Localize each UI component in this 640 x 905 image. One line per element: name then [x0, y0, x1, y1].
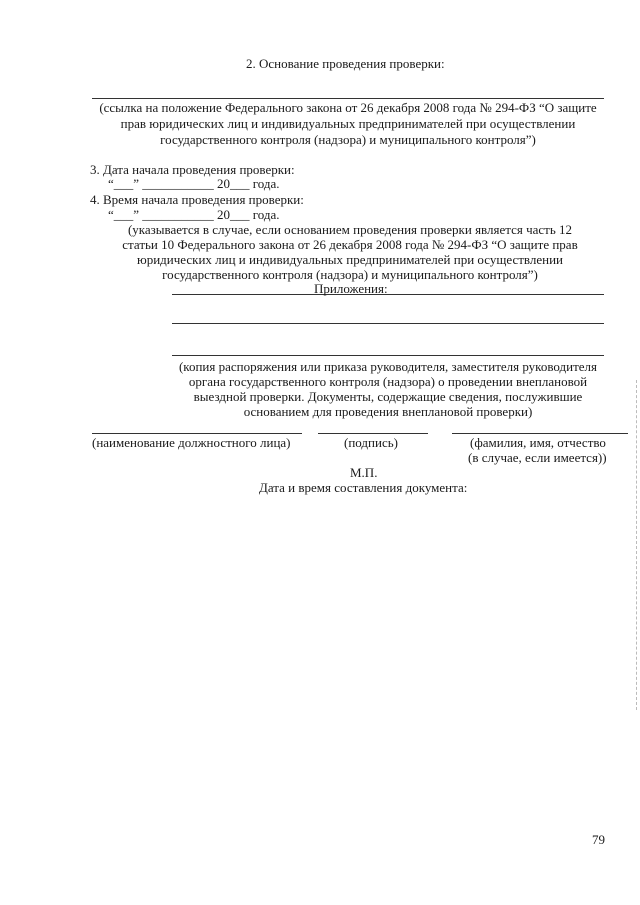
section4-date-field[interactable]: “___” ___________ 20___ года. — [108, 207, 280, 222]
section2-note-line-2: прав юридических лиц и индивидуальных предпринимателей при осуществлении — [120, 116, 576, 131]
section3-date-field[interactable]: “___” ___________ 20___ года. — [108, 176, 280, 191]
section4-note-line-3: юридических лиц и индивидуальных предпринимателей при осуществлении — [136, 252, 563, 267]
name-line[interactable] — [452, 433, 628, 434]
scan-edge-marks — [636, 380, 638, 710]
name-label-line-2: (в случае, если имеется)) — [468, 450, 607, 465]
section4-note-line-1: (указывается в случае, если основанием проведения проверки является часть 12 — [127, 222, 573, 237]
section2-title: 2. Основание проведения проверки: — [246, 56, 445, 71]
attachments-note-line-4: основанием для проведения внеплановой проверки) — [243, 404, 533, 419]
sign-label: (подпись) — [344, 435, 398, 450]
attachments-note-line-1: (копия распоряжения или приказа руководителя, заместителя руководителя — [178, 359, 598, 374]
position-label: (наименование должностного лица) — [92, 435, 291, 450]
attachments-line-2[interactable] — [172, 323, 604, 324]
attachments-line-1[interactable] — [172, 294, 604, 295]
section2-note-line-3: государственного контроля (надзора) и муниципального контроля”) — [160, 132, 536, 147]
section3-title: 3. Дата начала проведения проверки: — [90, 162, 295, 177]
page-number: 79 — [592, 832, 605, 847]
attachments-line-3[interactable] — [172, 355, 604, 356]
stamp-label: М.П. — [350, 465, 378, 480]
section2-fill-line[interactable] — [92, 98, 604, 99]
position-signature-line[interactable] — [92, 433, 302, 434]
section2-note-line-1: (ссылка на положение Федерального закона от 26 декабря 2008 года № 294-ФЗ “О защите — [99, 100, 597, 115]
section4-note-line-2: статьи 10 Федерального закона от 26 декабря 2008 года № 294-ФЗ “О защите прав — [122, 237, 578, 252]
attachments-note-line-3: выездной проверки. Документы, содержащие сведения, послужившие — [193, 389, 583, 404]
attachments-note-line-2: органа государственного контроля (надзора) о проведении внеплановой — [188, 374, 588, 389]
sign-line[interactable] — [318, 433, 428, 434]
section4-note-line-4: государственного контроля (надзора) и муниципального контроля”) — [162, 267, 538, 282]
attachments-title: Приложения: — [314, 281, 388, 296]
section4-title: 4. Время начала проведения проверки: — [90, 192, 304, 207]
name-label-line-1: (фамилия, имя, отчество — [470, 435, 606, 450]
datetime-label: Дата и время составления документа: — [259, 480, 468, 495]
